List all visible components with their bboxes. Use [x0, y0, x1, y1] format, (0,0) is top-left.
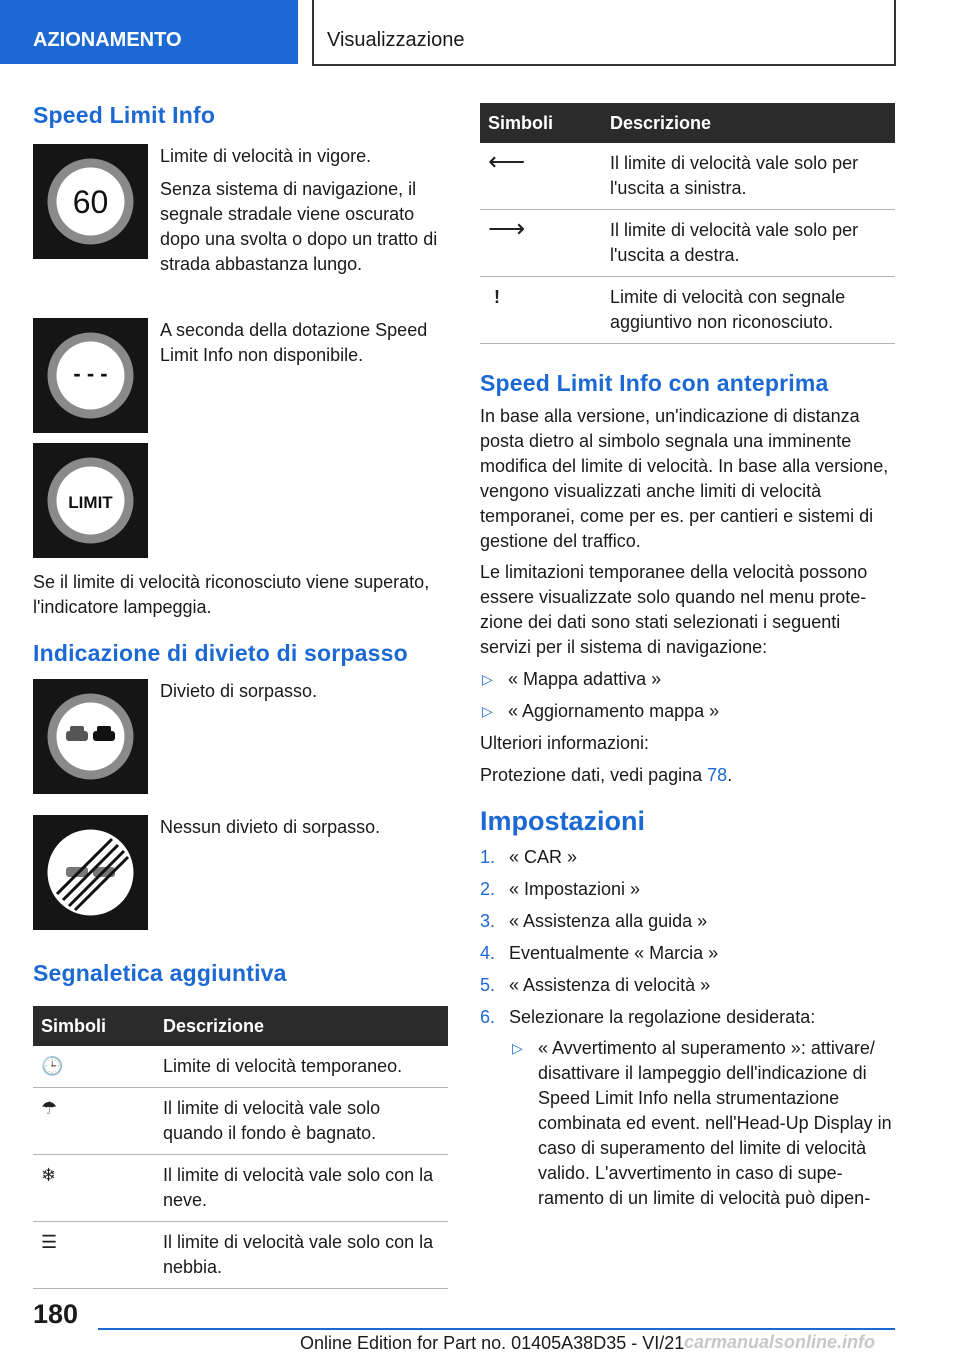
sign-60-line2: Senza sistema di navigazione, il segnale stradale viene oscurato dopo una svolta o dopo un tratto di strada abbastanza lungo. [160, 179, 438, 274]
step-item: 1. « CAR » [480, 847, 578, 867]
arrow-left-icon: ⟵ [480, 143, 602, 210]
data-protection-ref: Protezione dati, vedi pagina 78. [480, 765, 733, 785]
sign-unavailable-line1: A seconda della dotazione Speed Limit Info non disponibile. [160, 320, 428, 365]
list-item: ▷ « Mappa adattiva » [480, 667, 895, 692]
settings-heading: Impostazioni [480, 806, 646, 836]
step-item: 3. « Assistenza alla guida » [480, 911, 708, 931]
limit-sign-image [33, 443, 148, 558]
speed-unavailable-sign-image [33, 318, 148, 433]
exit-col-description: Descrizione [602, 103, 895, 143]
footer-edition: Online Edition for Part no. 01405A38D35 - VI/21 [300, 1333, 685, 1353]
watermark: carmanualsonline.info [684, 1332, 876, 1352]
exit-row-desc: Il limite di velocità vale solo per l'uscita a destra. [602, 210, 895, 277]
exit-col-symbols: Simboli [480, 103, 602, 143]
step-6-sublist [509, 1036, 895, 1211]
sign-row-60 [33, 144, 448, 277]
left-column [33, 100, 448, 1289]
preview-paragraph-2: Le limitazioni temporanee della velocità possono essere visualizzate solo quando nel menu protezione dei dati sono stati selezionati i seguenti servizi per il sistema di navigazione: [480, 562, 868, 657]
clock-icon: 🕒 [33, 1046, 155, 1088]
footer-divider [98, 1328, 895, 1330]
sign-row-no-overtaking [33, 679, 448, 794]
settings-steps [480, 845, 895, 1211]
bullet-triangle-icon: ▷ [482, 671, 493, 687]
end-no-overtaking-sign-image [33, 815, 148, 930]
table-row [33, 1046, 448, 1088]
page-number: 180 [33, 1299, 79, 1329]
extra-col-description: Descrizione [155, 1006, 448, 1046]
no-overtaking-sign-image [33, 679, 148, 794]
snowflake-icon: ❄ [33, 1155, 155, 1222]
bullet-triangle-icon: ▷ [512, 1040, 523, 1056]
extra-signs-heading: Segnaletica aggiuntiva [33, 960, 287, 986]
exit-signs-header-row [480, 103, 895, 143]
table-row [33, 1222, 448, 1289]
extra-signs-header-row [33, 1006, 448, 1046]
extra-row-desc: Limite di velocità temporaneo. [155, 1046, 448, 1088]
table-row [33, 1088, 448, 1155]
preview-heading: Speed Limit Info con anteprima [480, 370, 829, 396]
preview-paragraph-1: In base alla versione, un'indicazione di distanza posta dietro al simbolo segnala una imminente modifica del limite di velocità. In base alla versione, vengono visualizzati anche limiti di velocità temporanei, come per es. per cantieri e sistemi di gestione del traffico. [480, 406, 889, 551]
step-item: 5. « Assistenza di velocità » [480, 975, 711, 995]
table-row [480, 143, 895, 210]
extra-row-desc: Il limite di velocità vale solo quando il fondo è bagnato. [155, 1088, 448, 1155]
sign-row-unavailable [33, 318, 448, 433]
sign-unavailable-description [160, 318, 448, 368]
speed-limit-exceeded-text: Se il limite di velocità riconosciuto viene superato, l'indicatore lampeggia. [33, 572, 430, 617]
extra-signs-table [33, 1006, 448, 1289]
no-overtaking-heading: Indicazione di divieto di sorpasso [33, 640, 408, 666]
sign-60-line1: Limite di velocità in vigore. [160, 146, 372, 166]
sign-limit-text: LIMIT [68, 493, 113, 512]
exclamation-icon: ! [480, 277, 602, 344]
section-tab [0, 0, 298, 64]
extra-row-desc: Il limite di velocità vale solo con la neve. [155, 1155, 448, 1222]
fog-icon: ☰ [33, 1222, 155, 1289]
arrow-right-icon: ⟶ [480, 210, 602, 277]
table-row [480, 277, 895, 344]
services-list [480, 667, 895, 724]
more-info-label: Ulteriori informazioni: [480, 733, 650, 753]
table-row [480, 210, 895, 277]
subsection-tab [312, 0, 896, 66]
end-no-overtaking-text: Nessun divieto di sorpasso. [160, 817, 381, 837]
sign-row-end-no-overtaking [33, 815, 448, 930]
no-overtaking-text: Divieto di sorpasso. [160, 681, 318, 701]
sign-dashes-text: - - - [73, 361, 108, 386]
exit-row-desc: Limite di velocità con segnale aggiuntivo non riconosciuto. [602, 277, 895, 344]
end-no-overtaking-description [160, 815, 448, 840]
sign-60-description [160, 144, 448, 277]
speed-limit-heading: Speed Limit Info [33, 102, 216, 128]
list-item: ▷ « Avvertimento al superamento »: attivare/ disattivare il lampeggio dell'indicazione di Speed Limit Info nella strumentazione combinata ed event. nell'Head-Up Display in caso di superamento del limite di velocità valido. L'avvertimento in caso di superamento di un limite di velocità può dipen- [512, 1038, 892, 1208]
section-title: AZIONAMENTO [33, 29, 182, 51]
table-row [33, 1155, 448, 1222]
bullet-triangle-icon: ▷ [482, 703, 493, 719]
speed-60-sign-image [33, 144, 148, 259]
page-78-link[interactable]: 78 [707, 765, 728, 785]
exit-signs-table [480, 103, 895, 344]
right-column [480, 103, 895, 1211]
step-item: 6. Selezionare la regolazione desiderata: ▷ « Avvertimento al superamento »: attivare/ disattivare il lampeggio dell'indicazione di Speed Limit Info nella strumentazione combinata ed event. nell'Head-Up Display in caso di superamento del limite di velocità valido. L'avvertimento in caso di superamento di un limite di velocità può dipen- [480, 1005, 895, 1211]
step-item: 2. « Impostazioni » [480, 879, 641, 899]
step-item: 4. Eventualmente « Marcia » [480, 943, 719, 963]
subsection-title: Visualizzazione [327, 29, 465, 51]
exit-row-desc: Il limite di velocità vale solo per l'uscita a sinistra. [602, 143, 895, 210]
list-item: ▷ « Aggiornamento mappa » [480, 699, 895, 724]
rain-icon: ☂ [33, 1088, 155, 1155]
sign-row-limit [33, 443, 448, 558]
extra-row-desc: Il limite di velocità vale solo con la nebbia. [155, 1222, 448, 1289]
extra-col-symbols: Simboli [33, 1006, 155, 1046]
sign-60-text: 60 [72, 184, 109, 220]
no-overtaking-description [160, 679, 448, 704]
